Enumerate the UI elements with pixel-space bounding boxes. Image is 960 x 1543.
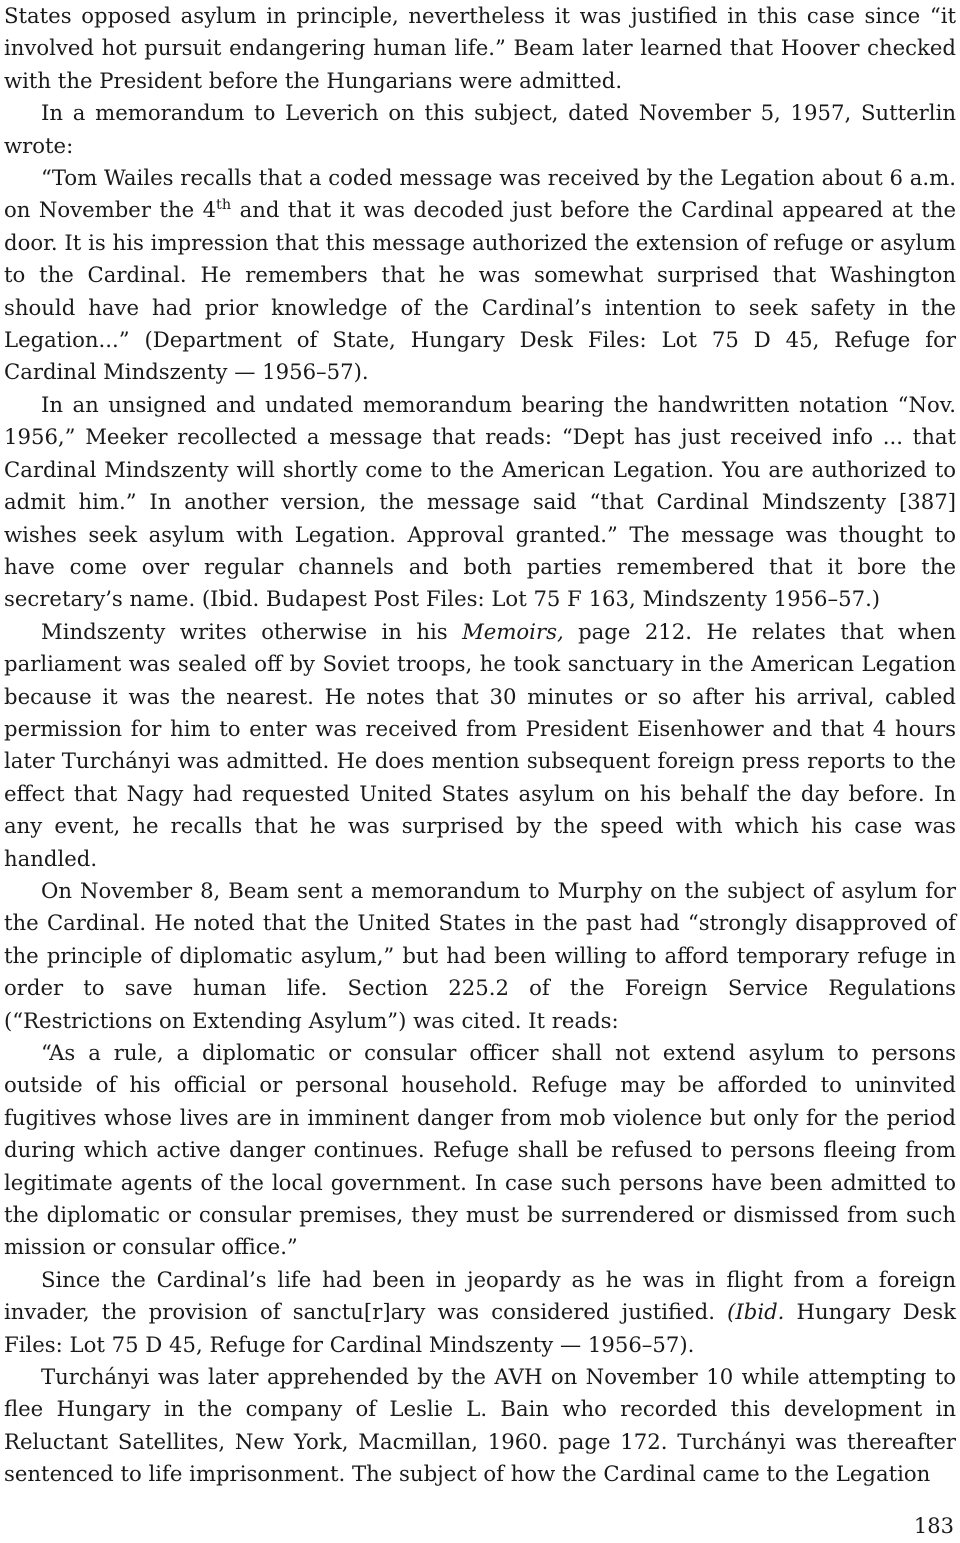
paragraph xyxy=(4,616,956,875)
quote-text: “As a rule, a diplomatic or consular officer shall not extend asylum to persons outside of his official or personal household. Refuge may be afforded to uninvited fugitives whose lives are in imminent danger from mob violence but only for the period during which active danger continues. Refuge shall be refused to persons fleeing from legitimate agents of the local government. In case such persons have been admitted to the diplomatic or consular premises, they must be surrendered or dismissed from such mission or consular office.” xyxy=(4,1040,956,1260)
paragraph-text: Since the Cardinal’s life had been in jeopardy as he was in flight from a foreign invader, the provision of sanctu[r]ary was considered justified. xyxy=(4,1266,956,1325)
paragraph-text: In an unsigned and undated memorandum bearing the handwritten notation “Nov. 1956,” Meeker recollected a message that reads: “Dept has just received info ... that Cardinal Mindszenty will shortly come to the American Legation. You are authorized to admit him.” In another version, the message said “that Cardinal Mindszenty [387] wishes seek asylum with Legation. Approval granted.” The message was thought to have come over regular channels and both parties remembered that it bore the secretary’s name. (Ibid. Budapest Post Files: Lot 75 F 163, Mindszenty 1956–57.) xyxy=(4,391,956,612)
block-quote xyxy=(4,1037,956,1264)
paragraph-text: Hungary Desk Files: Lot 75 D 45, Refuge for Cardinal Mindszenty — 1956–57). xyxy=(4,1299,956,1357)
book-title: Memoirs, xyxy=(462,618,564,644)
paragraph xyxy=(4,1361,956,1491)
paragraph-text: On November 8, Beam sent a memorandum to Murphy on the subject of asylum for the Cardinal. He noted that the United States in the past had “strongly disapproved of the principle of diplomatic asylum,” but had been willing to afford temporary refuge in order to save human life. Section 225.2 of the Foreign Service Regulations (“Restrictions on Extending Asylum”) was cited. It reads: xyxy=(4,877,956,1033)
paragraph xyxy=(4,875,956,1037)
paragraph xyxy=(4,389,956,616)
ordinal-superscript: th xyxy=(216,197,232,214)
block-quote xyxy=(4,162,956,389)
paragraph-text: Mindszenty writes otherwise in his xyxy=(41,618,463,644)
paragraph xyxy=(4,97,956,162)
paragraph xyxy=(4,1264,956,1361)
paragraph-text: In a memorandum to Leverich on this subject, dated November 5, 1957, Sutterlin wrote: xyxy=(4,100,956,158)
paragraph xyxy=(4,0,956,97)
paragraph-text: page 212. He relates that when parliament was sealed off by Soviet troops, he took sanctuary in the American Legation because it was the nearest. He notes that 30 minutes or so after his arrival, cabled permission for him to enter was received from President Eisenhower and that 4 hours later Turchányi was admitted. He does mention subsequent foreign press reports to the effect that Nagy had requested United States asylum on his behalf the day before. In any event, he recalls that he was surprised by the speed with which his case was handled. xyxy=(4,618,956,871)
quote-text: “Tom Wailes recalls that a coded message was received by the Legation about 6 a.m. on November the 4 xyxy=(4,165,956,223)
page-number: 183 xyxy=(913,1514,954,1538)
quote-text: and that it was decoded just before the Cardinal appeared at the door. It is his impression that this message authorized the extension of refuge or asylum to the Cardinal. He remembers that he was somewhat surprised that Washington should have had prior knowledge of the Cardinal’s intention to seek safety in the Legation...” (Department of State, Hungary Desk Files: Lot 75 D 45, Refuge for Cardinal Mindszenty — 1956–57). xyxy=(4,197,956,385)
citation-ibid: (Ibid. xyxy=(727,1299,785,1325)
document-page xyxy=(4,0,956,1491)
paragraph-text: States opposed asylum in principle, nevertheless it was justified in this case since “it involved hot pursuit endangering human life.” Beam later learned that Hoover checked with the President before the Hungarians were admitted. xyxy=(4,3,956,93)
paragraph-text: Turchányi was later apprehended by the AVH on November 10 while attempting to flee Hungary in the company of Leslie L. Bain who recorded this development in Reluctant Satellites, New York, Macmillan, 1960. page 172. Turchányi was thereafter sentenced to life imprisonment. The subject of how the Cardinal came to the Legation xyxy=(4,1364,956,1487)
